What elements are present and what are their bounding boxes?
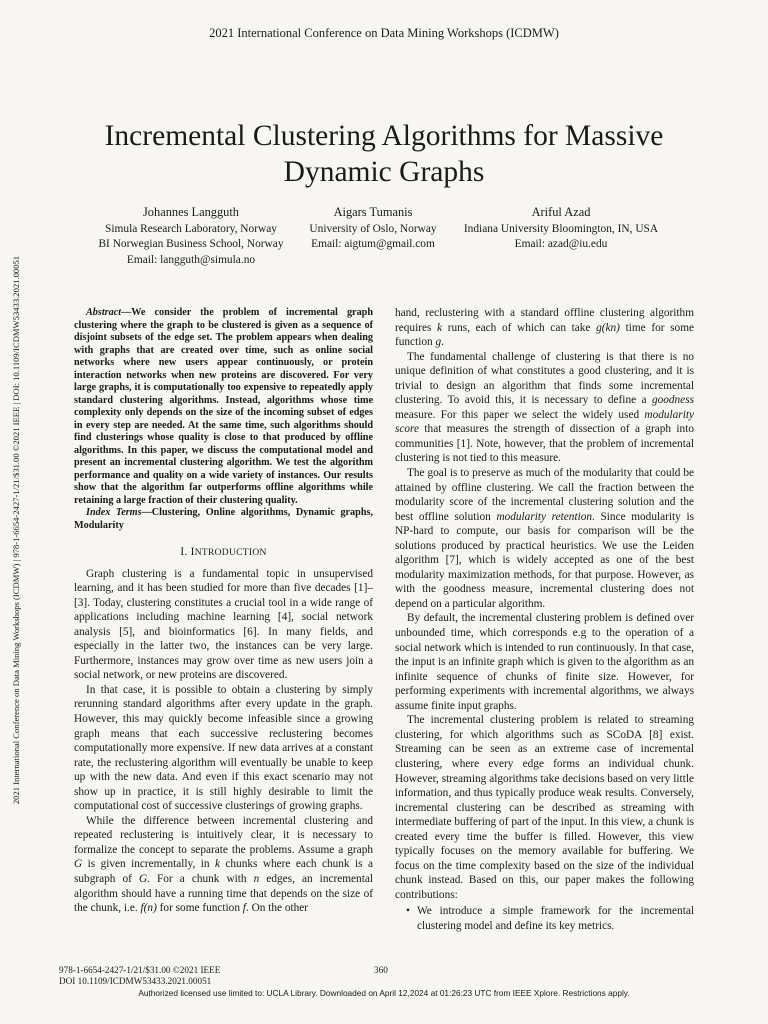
paragraph [395, 350, 694, 466]
text-run: hand, reclustering with a standard offline clustering algorithm requires [395, 307, 694, 334]
paragraph [395, 306, 694, 350]
section-title-initial: I [190, 546, 195, 558]
emphasis: modularity score [395, 408, 694, 436]
text-run: edges, an incremental algorithm should have a running time that depends on the size of the chunk, i.e. [74, 873, 373, 915]
index-terms-label: Index Terms [86, 507, 142, 518]
page-number: 360 [374, 965, 388, 975]
author-block-1 [80, 205, 302, 268]
math-var: g [435, 336, 442, 349]
author-affiliation: BI Norwegian Business School, Norway [98, 238, 284, 250]
text-run: for some function [156, 902, 243, 915]
paper-title: Incremental Clustering Algorithms for Massive Dynamic Graphs [104, 120, 664, 188]
math-var: G [74, 858, 83, 871]
abstract-label: Abstract [86, 307, 122, 318]
list-item [406, 904, 694, 933]
paragraph: Graph clustering is a fundamental topic in unsupervised learning, and it has been studied for more than five decades [1]–[3]. Today, clustering constitutes a crucial tool in a wide range of applications including machine learning [4], social network analysis [5], and bioinformatics [6]. In many fields, and especially in the latter two, the instances can be very large. Furthermore, instances may grow over time as new users join a social network, or new proteins are discovered. [74, 567, 373, 682]
math-expr: g(kn) [596, 321, 620, 334]
emphasis: goodness [651, 394, 694, 407]
list-item-text: We introduce a simple framework for the incremental clustering model and define its key metrics. [417, 905, 694, 932]
math-var: G [138, 873, 148, 886]
paragraph: In that case, it is possible to obtain a clustering by simply rerunning standard algorithms after every update in the graph. However, this may quickly become infeasible since a growing graph means that each successive reclustering becomes computationally more expensive. If new data arrives at a constant rate, the reclustering algorithm will eventually be unable to keep up with the new data. And even if this exact scenario may not show up in practice, it is still highly desirable to limit the computational cost of successive clusterings of growing graphs. [74, 683, 373, 813]
author-email: Email: langguth@simula.no [126, 253, 256, 266]
paragraph [395, 466, 694, 611]
text-run: runs, each of which can take [442, 321, 597, 334]
bullet-icon: • [406, 905, 410, 918]
text-run: time for some function [395, 321, 695, 349]
side-copyright-note: 2021 International Conference on Data Mining Workshops (ICDMW) | 978-1-6654-2427-1/21/$31.00 ©2021 IEEE | DOI: 10.1109/ICDMW53433.2021.00051 [11, 255, 21, 805]
abstract-text: —We consider the problem of incremental graph clustering where the graph to be clustered is given as a sequence of disjoint subsets of the edge set. The problem appears when dealing with graphs that are created over time, such as online social networks where new users appear continuously, or protein interaction networks when new proteins are discovered. For very large graphs, it is computationally too expensive to repeatedly apply standard clustering algorithms. Instead, algorithms whose time complexity only depends on the size of the incoming subset of edges in every step are needed. At the same time, such algorithms should find clusterings whose quality is close to that produced by offline algorithms. In this paper, we discuss the computational model and present an incremental clustering algorithm. We test the algorithm performance and quality on a wide variety of instances. Our results show that the algorithm far outperforms offline algorithms while retaining a large fraction of their clustering quality. [74, 307, 373, 506]
math-expr: f(n) [140, 902, 157, 915]
author-email: Email: aigtum@gmail.com [311, 238, 435, 250]
abstract [74, 307, 373, 507]
author-name: Johannes Langguth [142, 205, 239, 219]
paragraph: The incremental clustering problem is related to streaming clustering, for which algorithms such as SCoDA [8] exist. Streaming can be seen as an extreme case of incremental clustering, where every edge forms an individual chunk. However, streaming algorithms take decisions based on very little information, and thus typically produce weak results. Conversely, incremental clustering can be described as streaming with intermediate buffering of part of the input. In this view, a chunk is created every time the buffer is filled. However, this view typically focuses on the memory available for buffering. We focus on the time complexity based on the size of the individual chunk instead. Based on this, our paper makes the following contributions: [395, 714, 694, 901]
text-run: . [441, 336, 444, 349]
author-block-3 [452, 205, 670, 253]
text-run: chunks where each chunk is a subgraph of [74, 858, 373, 886]
index-terms [74, 507, 373, 532]
math-var: k [214, 858, 220, 871]
footer-doi: DOI 10.1109/ICDMW53433.2021.00051 [59, 976, 212, 986]
footer-isbn: 978-1-6654-2427-1/21/$31.00 ©2021 IEEE [59, 965, 221, 975]
text-run: . For a chunk with [147, 873, 254, 886]
author-affiliation: Simula Research Laboratory, Norway [105, 222, 277, 235]
paragraph: By default, the incremental clustering problem is defined over unbounded time, which corresponds e.g to the operation of a social network which is intended to run continuously. In that case, the input is an infinite graph which is given to the algorithm as an infinite sequence of chunks of finite size. However, for performing experiments with incremental algorithms, we always assume finite input graphs. [395, 612, 694, 712]
left-column [74, 307, 373, 916]
author-name: Aigars Tumanis [333, 205, 413, 219]
paragraph [74, 814, 373, 916]
text-run: The goal is to preserve as much of the modularity that could be attained by offline clustering. We call the fraction between the modularity score of the incremental clustering solution and the best offline solution [395, 467, 694, 523]
math-var: k [437, 321, 443, 334]
footer-identifiers [59, 965, 220, 987]
text-run: While the difference between incremental clustering and repeated reclustering is intuitively clear, it is necessary to formalize the concept to separate the problems. Assume a graph [74, 814, 373, 856]
author-affiliation: Indiana University Bloomington, IN, USA [463, 222, 659, 235]
contributions-list [395, 904, 694, 933]
section-number: I. [180, 546, 191, 558]
right-column [395, 306, 694, 934]
conference-header: 2021 International Conference on Data Mining Workshops (ICDMW) [209, 26, 559, 40]
author-name: Ariful Azad [531, 205, 591, 219]
text-run: that measures the strength of dissection of a graph into communities [1]. Note, however, that the problem of incremental clustering is not tied to this measure. [395, 423, 694, 465]
text-run: is given incrementally, in [82, 858, 215, 871]
index-terms-text: —Clustering, Online algorithms, Dynamic graphs, Modularity [74, 507, 373, 531]
author-affiliation: University of Oslo, Norway [309, 222, 437, 235]
text-run: The fundamental challenge of clustering is that there is no unique definition of what constitutes a good clustering, and it is trivial to design an algorithm that finds some incremental clustering. To avoid this, it is necessary to define a [395, 350, 694, 407]
section-title-rest: NTRODUCTION [194, 548, 267, 558]
text-run: . On the other [245, 902, 309, 915]
section-heading-introduction [74, 545, 373, 561]
author-block-2 [301, 205, 445, 253]
math-var: f [242, 902, 246, 915]
math-var: n [253, 873, 260, 886]
text-run: . Since modularity is NP-hard to compute, our basis for comparison will be the solutions produced by practical heuristics. We use the Leiden algorithm [7], which is widely accepted as one of the best modularity maximization methods, for that purpose. However, as with the goodness measure, incremental clustering does not depend on a particular algorithm. [395, 510, 694, 610]
license-notice: Authorized licensed use limited to: UCLA Library. Downloaded on April 12,2024 at 01:26:23 UTC from IEEE Xplore. Restrictions apply. [138, 988, 630, 998]
author-email: Email: azad@iu.edu [514, 238, 608, 250]
text-run: measure. For this paper we select the widely used [395, 408, 645, 421]
emphasis: modularity retention [496, 510, 593, 523]
